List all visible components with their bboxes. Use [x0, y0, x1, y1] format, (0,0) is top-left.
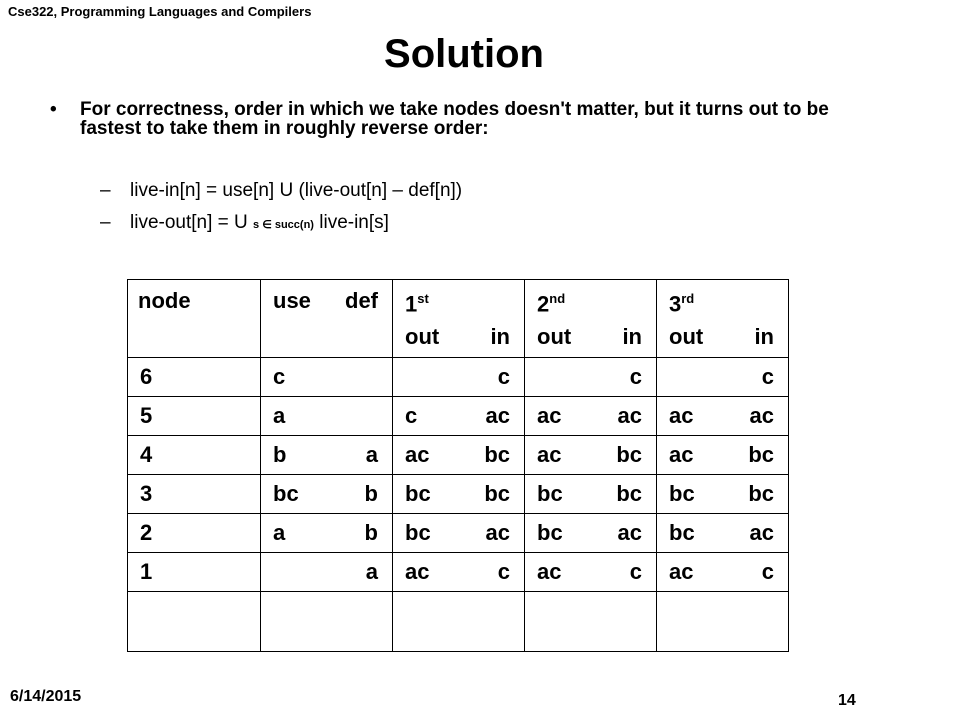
- pass2-cell: [525, 475, 657, 514]
- node-cell: [128, 475, 261, 514]
- node-id: 5: [140, 403, 153, 428]
- in-value: bc: [616, 442, 642, 467]
- def-value: a: [365, 442, 378, 467]
- equation-text: live-in[n] = use[n] U (live-out[n] – def[n]): [130, 180, 463, 201]
- out-value: ac: [405, 559, 430, 584]
- use-def-cell: [261, 436, 393, 475]
- node-id: 6: [140, 364, 153, 389]
- in-value: bc: [748, 442, 774, 467]
- use-def-cell: [261, 553, 393, 592]
- in-label: in: [754, 324, 774, 350]
- in-value: ac: [617, 403, 642, 428]
- node-cell: [128, 358, 261, 397]
- bullet-icon: •: [50, 99, 57, 120]
- empty-cell: [657, 592, 789, 652]
- pass-suffix: nd: [549, 291, 566, 306]
- pass2-cell: [525, 358, 657, 397]
- footer-date: 6/14/2015: [10, 688, 82, 705]
- out-label: out: [405, 324, 440, 350]
- equation-subscript: s ∈ succ(n): [253, 219, 314, 231]
- empty-cell: [128, 592, 261, 652]
- pass3-cell: [657, 475, 789, 514]
- in-value: c: [761, 364, 774, 389]
- pass-suffix: rd: [681, 291, 695, 306]
- empty-cell: [393, 592, 525, 652]
- pass1-cell: [393, 397, 525, 436]
- in-value: bc: [484, 481, 510, 506]
- in-value: c: [629, 364, 642, 389]
- slide-title: Solution: [384, 32, 544, 76]
- in-value: c: [497, 559, 510, 584]
- equation-live-out: [100, 212, 389, 234]
- header-node-label: node: [138, 288, 191, 313]
- use-value: bc: [273, 481, 299, 506]
- out-label: out: [537, 324, 572, 350]
- def-value: b: [364, 481, 378, 506]
- out-value: ac: [669, 403, 694, 428]
- node-cell: [128, 514, 261, 553]
- node-cell: [128, 397, 261, 436]
- pass1-cell: [393, 514, 525, 553]
- in-value: bc: [748, 481, 774, 506]
- in-value: ac: [485, 520, 510, 545]
- table-header-row: [128, 280, 789, 358]
- pass3-cell: [657, 553, 789, 592]
- liveness-table: [127, 279, 789, 652]
- equation-live-in: [100, 180, 462, 202]
- out-value: bc: [405, 520, 431, 545]
- def-value: a: [365, 559, 378, 584]
- node-id: 2: [140, 520, 153, 545]
- in-value: c: [761, 559, 774, 584]
- in-value: bc: [484, 442, 510, 467]
- use-value: a: [273, 520, 286, 545]
- header-pass-1: [393, 280, 525, 358]
- def-value: b: [364, 520, 378, 545]
- pass1-cell: [393, 475, 525, 514]
- use-def-cell: [261, 475, 393, 514]
- pass2-cell: [525, 436, 657, 475]
- pass1-cell: [393, 358, 525, 397]
- pass-number: 3: [669, 291, 682, 317]
- table-row: [128, 553, 789, 592]
- header-node: [128, 280, 261, 358]
- out-label: out: [669, 324, 704, 350]
- pass2-cell: [525, 553, 657, 592]
- pass-number: 2: [537, 291, 550, 317]
- pass2-cell: [525, 514, 657, 553]
- course-header: Cse322, Programming Languages and Compilers: [8, 4, 312, 19]
- out-value: c: [405, 403, 418, 428]
- dash-icon: –: [100, 212, 111, 233]
- header-pass-3: [657, 280, 789, 358]
- pass1-cell: [393, 553, 525, 592]
- header-pass-2: [525, 280, 657, 358]
- out-value: bc: [537, 520, 563, 545]
- in-value: ac: [485, 403, 510, 428]
- in-label: in: [490, 324, 510, 350]
- use-value: a: [273, 403, 286, 428]
- table-row: [128, 436, 789, 475]
- use-def-cell: [261, 514, 393, 553]
- pass3-cell: [657, 514, 789, 553]
- bullet-text: For correctness, order in which we take nodes doesn't matter, but it turns out to be fastest to take them in roughly reverse order:: [80, 99, 829, 139]
- equation-text-before: live-out[n] = U: [130, 212, 254, 233]
- table-row: [128, 358, 789, 397]
- out-value: bc: [537, 481, 563, 506]
- pass3-cell: [657, 397, 789, 436]
- out-value: bc: [669, 520, 695, 545]
- use-def-cell: [261, 358, 393, 397]
- in-value: ac: [749, 520, 774, 545]
- pass3-cell: [657, 436, 789, 475]
- header-use-label: use: [273, 288, 311, 313]
- pass2-cell: [525, 397, 657, 436]
- out-value: ac: [537, 559, 562, 584]
- pass3-cell: [657, 358, 789, 397]
- in-value: ac: [617, 520, 642, 545]
- empty-cell: [525, 592, 657, 652]
- table-row: [128, 475, 789, 514]
- in-value: c: [629, 559, 642, 584]
- node-cell: [128, 436, 261, 475]
- in-label: in: [622, 324, 642, 350]
- page-number: 14: [838, 692, 856, 709]
- empty-cell: [261, 592, 393, 652]
- pass1-cell: [393, 436, 525, 475]
- out-value: ac: [537, 442, 562, 467]
- header-use-def: [261, 280, 393, 358]
- table-row-empty: [128, 592, 789, 652]
- in-value: bc: [616, 481, 642, 506]
- table-row: [128, 514, 789, 553]
- pass-suffix: st: [417, 291, 429, 306]
- bullet-point: [50, 100, 880, 138]
- equation-text-after: live-in[s]: [313, 212, 389, 233]
- out-value: ac: [405, 442, 430, 467]
- in-value: ac: [749, 403, 774, 428]
- out-value: ac: [669, 442, 694, 467]
- out-value: ac: [537, 403, 562, 428]
- dash-icon: –: [100, 180, 111, 201]
- in-value: c: [497, 364, 510, 389]
- use-value: b: [273, 442, 287, 467]
- header-def-label: def: [345, 288, 378, 313]
- out-value: ac: [669, 559, 694, 584]
- out-value: bc: [669, 481, 695, 506]
- use-def-cell: [261, 397, 393, 436]
- use-value: c: [273, 364, 286, 389]
- table-row: [128, 397, 789, 436]
- node-id: 4: [140, 442, 153, 467]
- equation-text: [130, 212, 389, 233]
- pass-number: 1: [405, 291, 418, 317]
- node-id: 3: [140, 481, 153, 506]
- node-cell: [128, 553, 261, 592]
- node-id: 1: [140, 559, 153, 584]
- out-value: bc: [405, 481, 431, 506]
